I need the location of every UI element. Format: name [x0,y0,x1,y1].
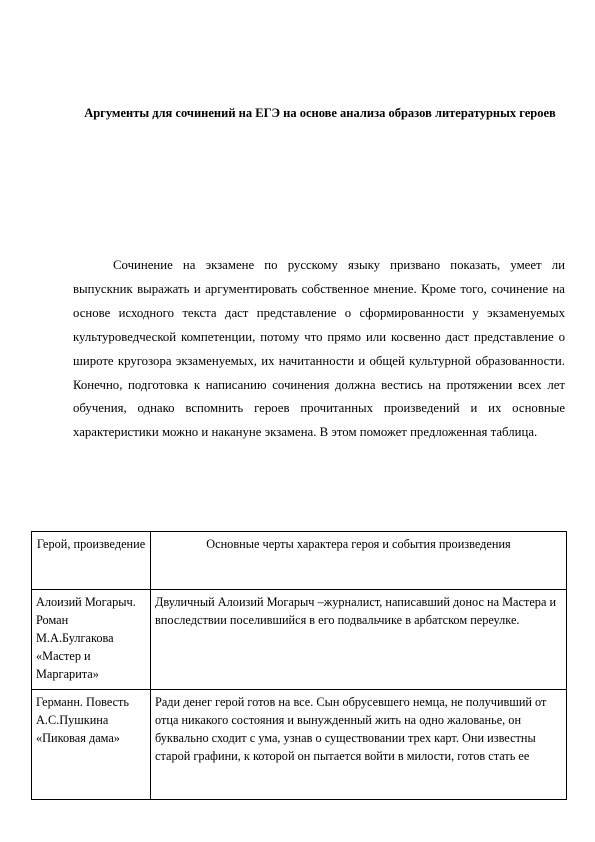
hero-cell: Германн. Повесть А.С.Пушкина «Пиковая дама» [32,690,151,800]
table-header-row [32,532,567,590]
header-traits: Основные черты характера героя и события произведения [151,532,567,590]
table-row [32,590,567,690]
document-title: Аргументы для сочинений на ЕГЭ на основе анализа образов литературных героев [84,106,556,120]
intro-paragraph: Сочинение на экзамене по русскому языку призвано показать, умеет ли выпускник выражать и аргументировать собственное мнение. Кроме того, сочинение на основе исходного текста даст представление о сформированности у экзаменуемых культуроведческой компетенции, потому что прямо или косвенно даст представление о широте кругозора экзаменуемых, их начитанности и общей культурной образованности. Конечно, подготовка к написанию сочинения должна вестись на протяжении всех лет обучения, однако вспомнить героев прочитанных произведений и их основные характеристики можно и накануне экзамена. В этом поможет предложенная таблица. [73,258,565,440]
table-row [32,690,567,800]
description-cell: Двуличный Алоизий Могарыч –журналист, написавший донос на Мастера и впоследствии поселившийся в его подвальчике в арбатском переулке. [151,590,567,690]
hero-cell: Алоизий Могарыч. Роман М.А.Булгакова «Мастер и Маргарита» [32,590,151,690]
description-cell: Ради денег герой готов на все. Сын обрусевшего немца, не получивший от отца никакого состояния и вынужденный жить на одно жалованье, он буквально сходит с ума, узнав о существовании трех карт. Они известны старой графини, к которой он пытается войти в милости, готов стать ее [151,690,567,800]
heroes-table [31,531,567,800]
header-hero: Герой, произведение [32,532,151,590]
